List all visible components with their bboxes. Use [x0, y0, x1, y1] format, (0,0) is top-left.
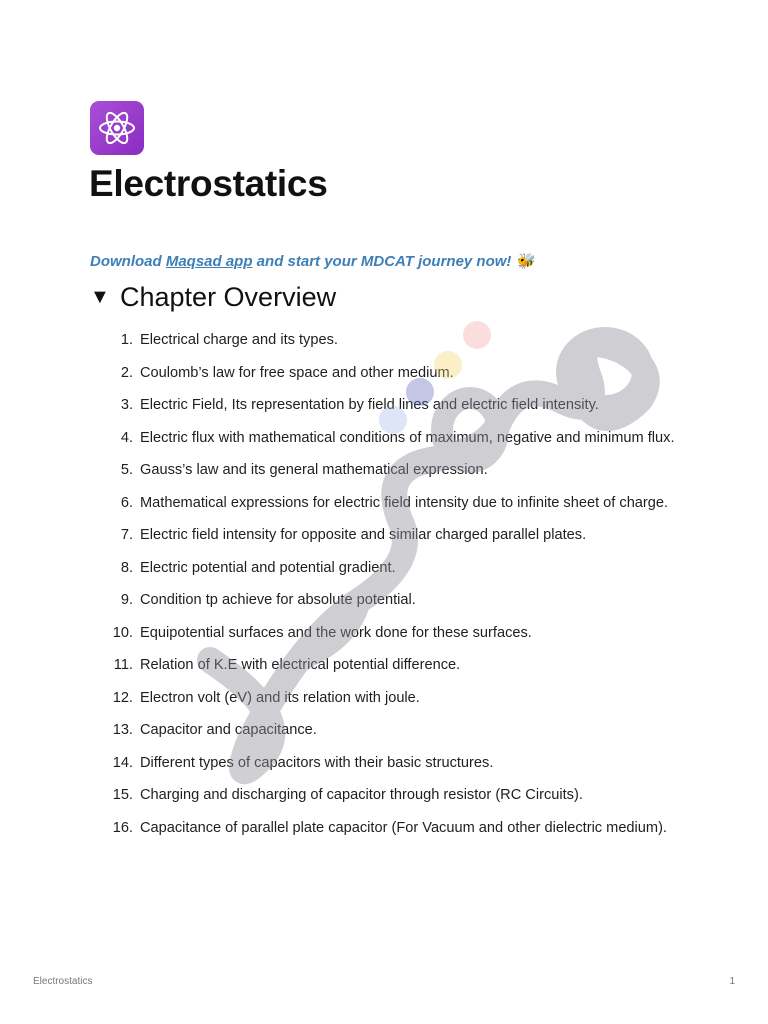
triangle-down-icon[interactable]: ▼ — [90, 286, 110, 308]
chapter-overview-toggle[interactable] — [90, 282, 336, 313]
list-item: 12. Electron volt (eV) and its relation with joule. — [112, 689, 420, 706]
list-item: 9. Condition tp achieve for absolute potential. — [120, 592, 416, 608]
section-heading: Chapter Overview — [120, 282, 337, 312]
chapter-list — [0, 329, 700, 840]
maqsad-app-link[interactable]: Maqsad app — [165, 253, 253, 270]
list-item: 2. Coulomb’s law for free space and other medium. — [120, 364, 454, 381]
page-title: Electrostatics — [89, 163, 328, 204]
promo-suffix: and start your MDCAT journey now! — [252, 253, 512, 270]
list-item: 7. Electric field intensity for opposite and similar charged parallel plates. — [120, 527, 587, 543]
list-item: 8. Electric potential and potential gradient. — [120, 559, 396, 576]
atom-icon — [90, 101, 144, 155]
list-item: 16. Capacitance of parallel plate capacitor (For Vacuum and other dielectric medium). — [112, 819, 667, 836]
list-item: 6. Mathematical expressions for electric field intensity due to infinite sheet of charge. — [120, 494, 669, 511]
list-item: 10. Equipotential surfaces and the work done for these surfaces. — [112, 624, 532, 641]
list-item: 4. Electric flux with mathematical conditions of maximum, negative and minimum flux. — [120, 429, 675, 446]
list-item: 15. Charging and discharging of capacitor through resistor (RC Circuits). — [112, 787, 583, 803]
footer-title: Electrostatics — [33, 976, 93, 987]
bee-icon: 🐝 — [515, 253, 535, 270]
promo-text — [90, 252, 534, 270]
list-item: 3. Electric Field, Its representation by field lines and electric field intensity. — [120, 397, 599, 413]
list-item: 14. Different types of capacitors with their basic structures. — [112, 754, 494, 771]
list-item: 11. Relation of K.E with electrical potential difference. — [113, 657, 461, 673]
list-item: 13. Capacitor and capacitance. — [112, 722, 317, 738]
list-item: 5. Gauss’s law and its general mathematical expression. — [120, 462, 488, 478]
promo-prefix: Download — [90, 253, 166, 270]
page-number: 1 — [729, 976, 735, 987]
list-item: 1. Electrical charge and its types. — [120, 332, 338, 348]
